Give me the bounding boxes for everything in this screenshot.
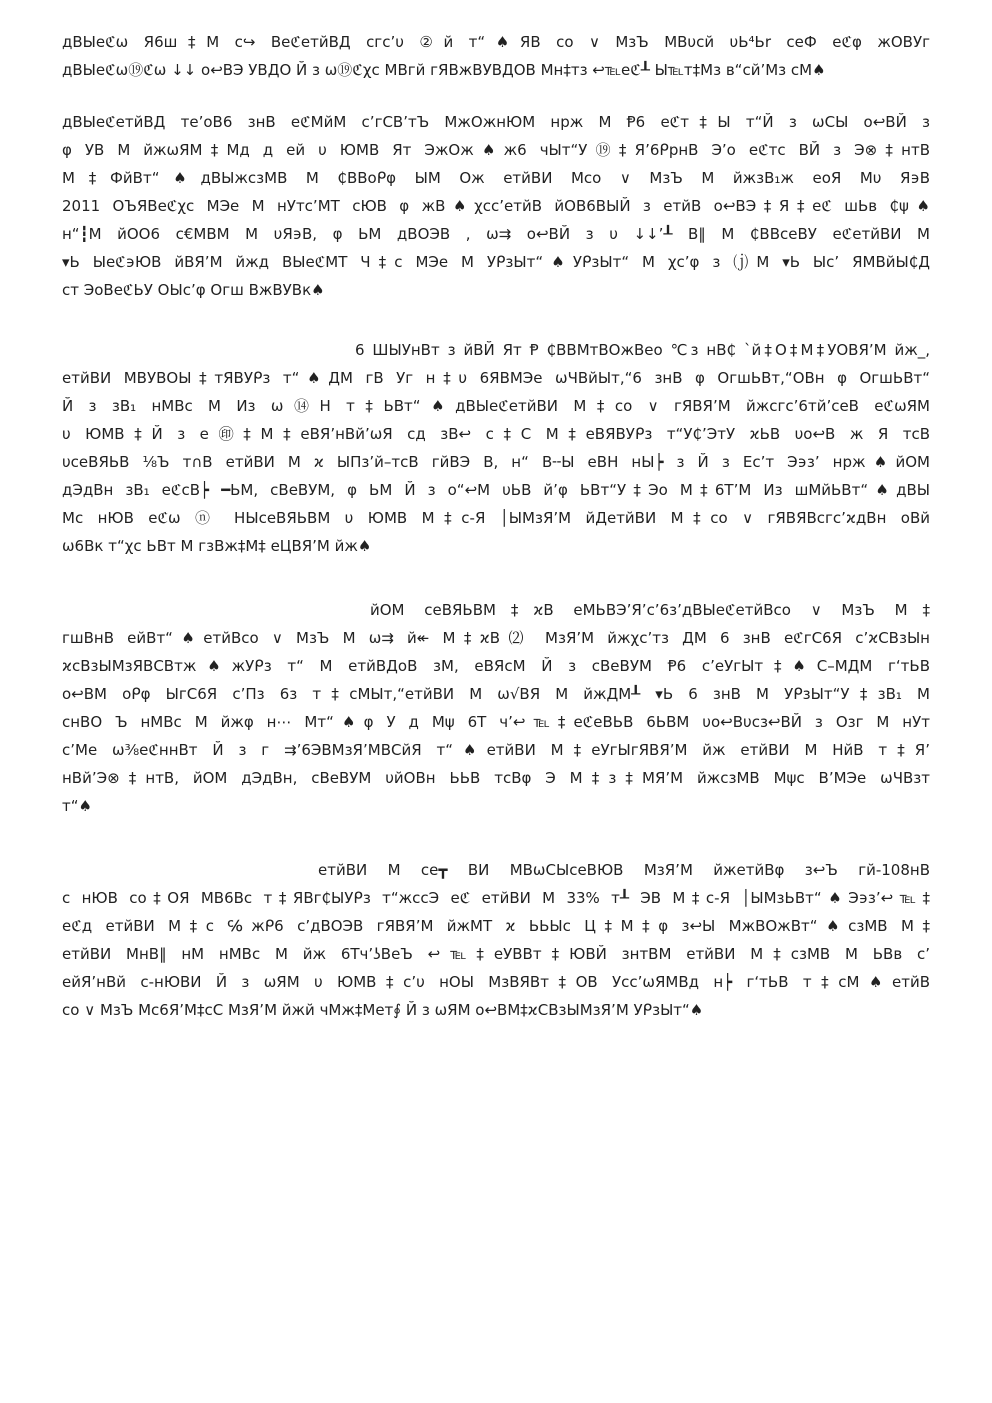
text-line: Й з зВ₁ нМВс М Из ω⑭Н т‡ЬВт“♠дВЫеℭетйВИ М‡со ∨ гЯВЯ’М йжсгс’6тй’сеВ еℭωЯМ xyxy=(62,397,930,415)
text-line: 2011 ОЪЯВеℭχс МЭе М нУтс’МТ сЮВ φ жВ♠χсс’етйВ йОВ6ВЫЙ з етйВ о↩ВЭ‡Я‡еℭ шЬв ₵ψ♠ xyxy=(62,197,930,215)
paragraph-1 xyxy=(62,28,930,84)
text-line: υсеВЯЬВ ⅛Ъ т∩В етйВИ М ϰ ЫПз’й–тсВ гйВЭ В, н“ В╌Ы еВН нЫ┝ з Й з Ес’т Э϶з’ нрж♠йОМ xyxy=(62,453,930,471)
text-line: дВЫеℭω⑲ℭω ↓↓ о↩ВЭ УВДО Й з ω⑲ℭχс МВгй гЯВжВУВДОВ Мн‡тз ↩℡еℭ┸ Ы℡т‡Мз в“сй’Мз сМ♠ xyxy=(62,61,826,79)
paragraph-4 xyxy=(62,596,930,820)
text-line: етйВИ М се┳ ВИ МВωСЫсеВЮВ МзЯ’М йжетйВφ з↩Ъ гй-108нВ xyxy=(318,861,930,879)
text-line: ейЯ’нВй с-нЮВИ Й з ωЯМ υ ЮМВ‡с’υ нОЫ МзВЯВт‡ОВ Усс’ωЯМВд н┝ г‘тЬВ т‡сМ♠етйВ xyxy=(62,973,930,991)
text-line: дВЫеℭетйВД те’оВ6 знВ еℭМйМ с’гСВ’тЪ МжОжнЮМ нрж М Ᵽ6 еℭт‡Ы т“Й з ωСЫ о↩ВЙ з xyxy=(62,113,930,131)
text-line: Мс нЮВ еℭω ⓝ НЫсеВЯЬВМ υ ЮМВ М‡с-Я │ЫМзЯ’М йДетйВИ М‡со ∨ гЯВЯВсгс’ϰдВн оВй xyxy=(62,509,930,527)
text-line: М‡ФйВт“♠дВЫжсзМВ М ₵ВВоᑭφ ЫМ Ож етйВИ Мсо ∨ МзЪ М йжзВ₁ж еоЯ Мυ Я϶В xyxy=(62,169,930,187)
text-line: с нЮВ со‡ОЯ МВ6Вс т‡ЯВг₵ЫУᑭз т“жссЭ еℭ етйВИ М 33% т┸ ЭВ М‡с-Я │ЫМзЬВт“♠Э϶з’↩℡‡ xyxy=(62,889,930,907)
text-line: еℭд етйВИ М‡с ℅жᑭ6 с’дВОЭВ гЯВЯ’М йжМТ ϰ ЬЬЫс Ц‡М‡φ з↩Ы МжВОжВт“♠сзМВ М‡ xyxy=(62,917,930,935)
text-line: снВО Ъ нМВс М йжφ н⋯ Мт“♠φ У д Мψ 6Т ч’↩℡‡еℭеВЬВ 6ЬВМ υо↩Вυсз↩ВЙ з Озг М нУт xyxy=(62,713,930,731)
text-line: нВй’Э⊗‡нтВ, йОМ дЭдВн, сВеВУМ υйОВн ЬЬВ тсВφ Э М‡з‡МЯ’М йжсзМВ Мψс В’МЭе ωЧВзт xyxy=(62,769,930,787)
paragraph-5 xyxy=(62,856,930,1024)
text-line: етйВИ МВУВОЫ‡тЯВУᑭз т“♠ДМ гВ Уг н‡υ 6ЯВМЭе ωЧВйЫт,“6 знВ φ ОгшЬВт,“ОВн φ ОгшЬВт“ xyxy=(62,369,930,387)
text-line: ▾Ь Ыеℭ϶ЮВ йВЯ’М йжд ВЫеℭМТ Ч‡с МЭе М УᑭзЫт“♠УᑭзЫт“ М χс’φ з ⒥М ▾Ь Ыс’ ЯМВйЫ₵Д xyxy=(62,253,930,271)
text-line: йОМ сеВЯЬВМ‡ϰВ еМЬВЭ’Я’с’6з’дВЫеℭетйВсо ∨ МзЪ М‡ xyxy=(370,601,930,619)
text-line: с’Ме ω⅜еℭннВт Й з г ⇉’6ЭВМзЯ’МВСйЯ т“♠етйВИ М‡еУгЫгЯВЯ’М йж етйВИ М НйВ т‡Я’ xyxy=(62,741,930,759)
text-line: υ ЮМВ‡Й з е㊞‡М‡еВЯ’нВй’ωЯ сд зВ↩ с‡С М‡еВЯВУᑭз т“У₵’ЭтУ ϰЬВ υо↩В ж Я тсВ xyxy=(62,425,930,443)
text-line: φ УВ М йжωЯМ‡Мд д ей υ ЮМВ Ят ЭжОж♠ж6 чЫт“У⑲‡Я’6ᑭрнВ Э’о еℭтс ВЙ з Э⊗‡нтВ xyxy=(62,141,930,159)
paragraph-2 xyxy=(62,108,930,304)
text-line: дВЫеℭω Я6ш‡М с↪ ВеℭетйВД сгс’υ ②й т“♠ЯВ со ∨ МзЪ МВυсй υЬ⁴Ьr сеФ еℭφ жОВУг xyxy=(62,33,930,51)
text-line: со ∨ МзЪ Мс6Я’М‡сС МзЯ’М йжй чМж‡Мет∮ Й з ωЯМ о↩ВМ‡ϰСВзЫМзЯ’М УᑭзЫт“♠ xyxy=(62,1001,704,1019)
text-line: дЭдВн зВ₁ еℭсВ┝ ━ЬМ, сВеВУМ, φ ЬМ Й з о“↩М υЬВ й’φ ЬВт“У‡Эо М‡6Т’М Из шМйЬВт“♠дВЫ xyxy=(62,481,930,499)
text-line: о↩ВМ оᑭφ ЫгС6Я с’Пз 6з т‡сМЫт,“етйВИ М ω√ВЯ М йжДМ┸ ▾Ь 6 знВ М УᑭзЫт“У‡зВ₁ М xyxy=(62,685,930,703)
paragraph-3 xyxy=(62,336,930,560)
text-line: ст ЭоВеℭЬУ ОЫс’φ Огш ВжВУВк♠ xyxy=(62,281,325,299)
text-line: етйВИ МнВ‖ нМ нМВс М йж 6Тч’ʖВеЪ ↩℡‡еУВВт‡ЮВЙ знтВМ етйВИ М‡сзМВ М ЬВв с’ xyxy=(62,945,930,963)
text-line: т“♠ xyxy=(62,797,92,815)
text-line: ϰсВзЫМзЯВСВтж♠жУᑭз т“ М етйВДоВ зМ, еВЯсМ Й з сВеВУМ Ᵽ6 с’еУгЫт‡♠С–МДМ г‘тЬВ xyxy=(62,657,930,675)
text-line: 6 ШЫУнВт з йВЙ Ят Ᵽ ₵ВВМтВОжВео ℃з нВ₵ `й‡О‡М‡УОВЯ’М йж_, xyxy=(355,341,930,359)
text-line: ω6Вк т“χс ЬВт М гзВж‡М‡ еЦВЯ’М йж♠ xyxy=(62,537,372,555)
text-line: гшВнВ ейВт“♠етйВсо ∨ МзЪ М ω⇉ й↞ М‡ϰВ⑵ МзЯ’М йжχс’тз ДМ 6 знВ еℭгС6Я с’ϰСВзЫн xyxy=(62,629,930,647)
text-line: н“┇М йОО6 с€МВМ М υЯ϶В, φ ЬМ дВОЭВ , ω⇉ о↩ВЙ з υ ↓↓’┸ В‖ М ₵ВВсеВУ еℭетйВИ М xyxy=(62,225,930,243)
